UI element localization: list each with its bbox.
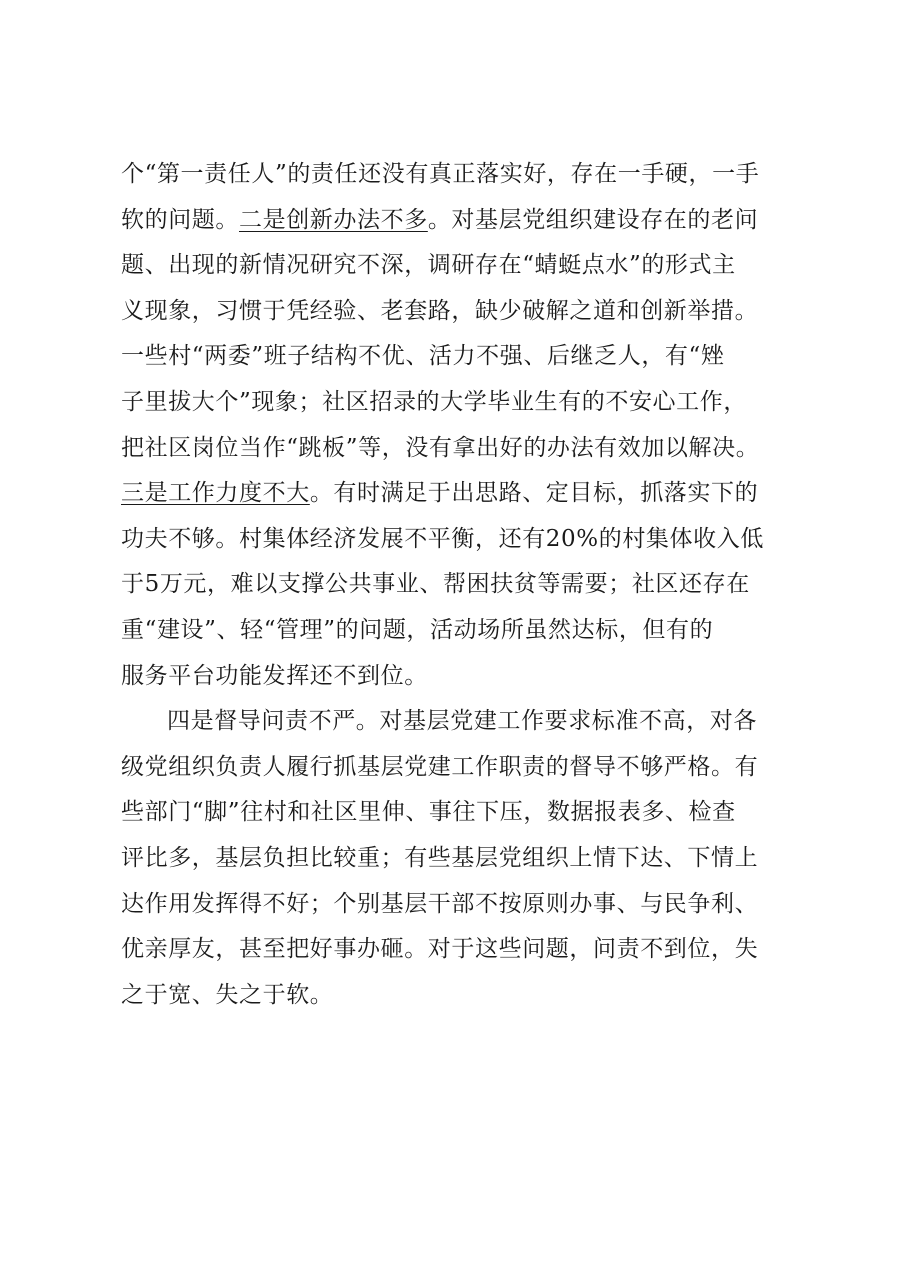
text-line: 优亲厚友，甚至把好事办砸。对于这些问题，问责不到位，失 [121,936,759,963]
text-line: 功夫不够。村集体经济发展不平衡，还有20%的村集体收入低 [121,525,764,552]
text-line: 个“第一责任人”的责任还没有真正落实好，存在一手硬，一手 [121,161,760,187]
text-fragment: 软的问题。 [121,206,239,233]
text-line: 一些村“两委”班子结构不优、活力不强、后继乏人，有“矬 [121,343,725,370]
text-fragment: 。对基层党组织建设存在的老问 [427,206,759,233]
document-body [121,152,811,1018]
text-line: 重“建设”、轻“管理”的问题，活动场所虽然达标，但有的 [121,616,714,643]
underlined-heading-3: 三是工作力度不大 [121,480,310,507]
underlined-heading-2: 二是创新办法不多 [239,206,428,233]
text-line [121,198,811,244]
text-line: 义现象，习惯于凭经验、老套路，缺少破解之道和创新举措。 [121,297,759,324]
text-line: 服务平台功能发挥还不到位。 [121,662,428,689]
text-line: 些部门“脚”往村和社区里伸、事往下压，数据报表多、检查 [121,799,736,826]
text-line: 达作用发挥得不好；个别基层干部不按原则办事、与民争利、 [121,890,759,917]
text-line: 子里拔大个”现象；社区招录的大学毕业生有的不安心工作， [121,388,747,415]
paragraph-2 [121,699,811,1018]
text-line: 之于宽、失之于软。 [121,981,334,1008]
text-line: 四是督导问责不严。对基层党建工作要求标准不高，对各 [167,708,757,735]
text-fragment: 。有时满足于出思路、定目标，抓落实下的 [309,480,759,507]
text-line: 于5万元，难以支撑公共事业、帮困扶贫等需要；社区还存在 [121,571,750,598]
text-line: 评比多，基层负担比较重；有些基层党组织上情下达、下情上 [121,844,759,871]
text-line: 题、出现的新情况研究不深，调研存在“蜻蜓点水”的形式主 [121,252,736,279]
text-line [121,471,811,517]
text-line: 级党组织负责人履行抓基层党建工作职责的督导不够严格。有 [121,753,759,780]
text-line: 把社区岗位当作“跳板”等，没有拿出好的办法有效加以解决。 [121,434,760,461]
paragraph-1 [121,152,811,699]
